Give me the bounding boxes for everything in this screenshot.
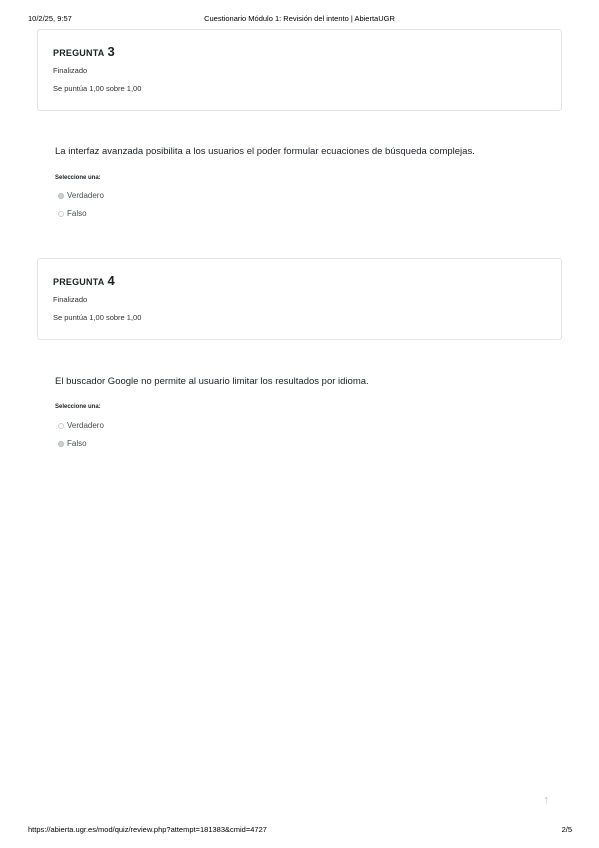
answer-option-false-4[interactable] (58, 439, 87, 448)
question-grade: Se puntúa 1,00 sobre 1,00 (53, 84, 142, 93)
print-page-title: Cuestionario Módulo 1: Revisión del intento | AbiertaUGR (204, 14, 395, 23)
print-datetime: 10/2/25, 9:57 (28, 14, 72, 23)
question-text-4: El buscador Google no permite al usuario limitar los resultados por idioma. (55, 376, 369, 387)
question-number: 4 (107, 273, 115, 288)
question-title-3 (53, 44, 115, 59)
answer-prompt-4: Seleccione una: (55, 404, 101, 410)
question-info-3 (37, 29, 562, 111)
answer-option-true-4[interactable] (58, 421, 104, 430)
radio-checked-icon[interactable] (58, 441, 64, 447)
question-number: 3 (107, 44, 115, 59)
option-label: Falso (67, 209, 87, 218)
option-label: Verdadero (67, 421, 104, 430)
question-text-3: La interfaz avanzada posibilita a los usuarios el poder formular ecuaciones de búsqueda complejas. (55, 146, 475, 157)
question-info-4 (37, 258, 562, 340)
radio-checked-icon[interactable] (58, 193, 64, 199)
option-label: Verdadero (67, 191, 104, 200)
radio-unchecked-icon[interactable] (58, 423, 64, 429)
answer-prompt-3: Seleccione una: (55, 175, 101, 181)
question-state: Finalizado (53, 66, 88, 75)
question-title-4 (53, 273, 115, 288)
print-page-number: 2/5 (561, 825, 572, 834)
print-url: https://abierta.ugr.es/mod/quiz/review.php?attempt=181383&cmid=4727 (28, 825, 267, 834)
answer-option-true-3[interactable] (58, 191, 104, 200)
question-label: PREGUNTA (53, 48, 105, 58)
answer-option-false-3[interactable] (58, 209, 87, 218)
arrow-up-icon[interactable]: ↑ (543, 792, 550, 807)
question-grade: Se puntúa 1,00 sobre 1,00 (53, 313, 142, 322)
question-state: Finalizado (53, 295, 88, 304)
question-label: PREGUNTA (53, 277, 105, 287)
radio-unchecked-icon[interactable] (58, 211, 64, 217)
option-label: Falso (67, 439, 87, 448)
